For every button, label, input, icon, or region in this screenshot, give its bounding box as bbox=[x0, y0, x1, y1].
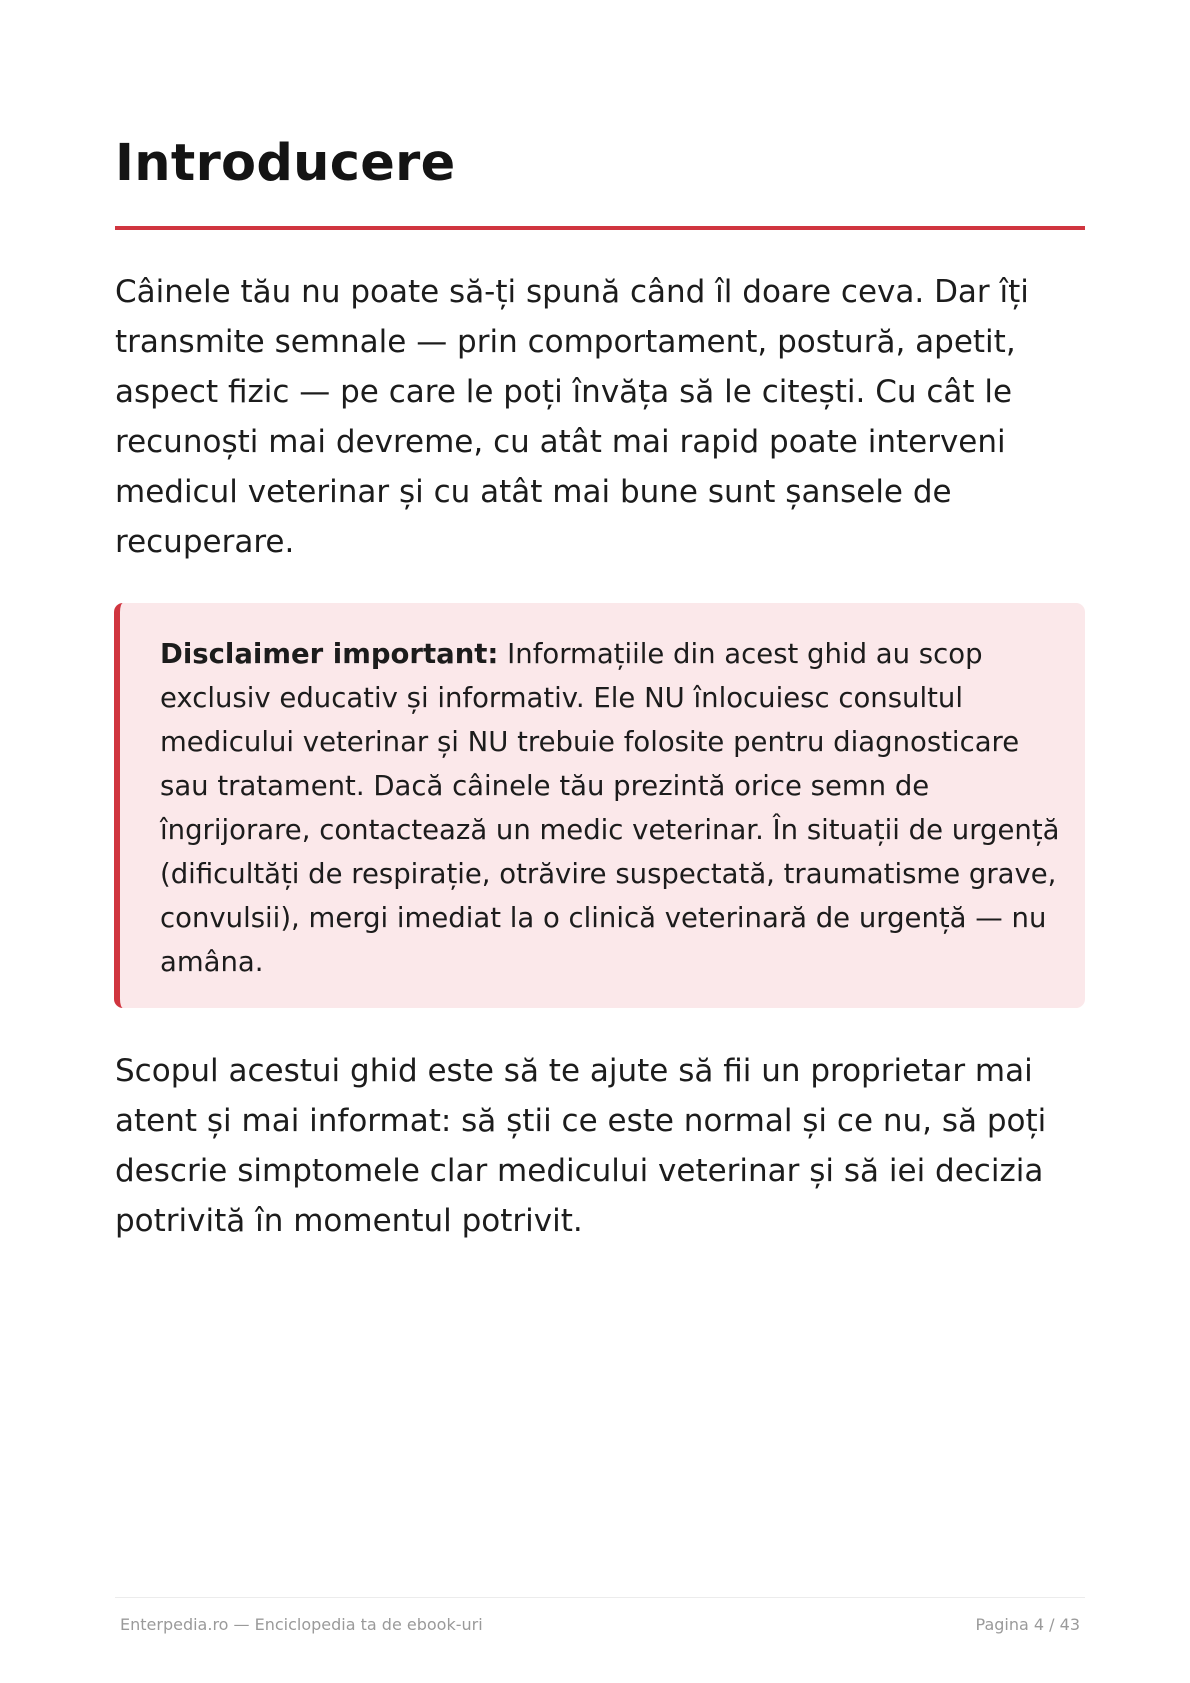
page-number: Pagina 4 / 43 bbox=[975, 1615, 1080, 1634]
disclaimer-label: Disclaimer important: bbox=[160, 638, 499, 670]
disclaimer-text-block bbox=[160, 632, 1065, 984]
footer-divider bbox=[115, 1597, 1085, 1598]
footer-source: Enterpedia.ro — Enciclopedia ta de ebook-uri bbox=[120, 1615, 483, 1634]
closing-paragraph: Scopul acestui ghid este să te ajute să fii un proprietar mai atent și mai informat: să știi ce este normal și ce nu, să poți descrie simptomele clar medicului veterinar și să iei decizia potrivită în momentul potrivit. bbox=[115, 1053, 1047, 1239]
intro-paragraph: Câinele tău nu poate să-ți spună când îl doare ceva. Dar îți transmite semnale — prin comportament, postură, apetit, aspect fizic — pe care le poți învăța să le citești. Cu cât le recunoști mai devreme, cu atât mai rapid poate interveni medicul veterinar și cu atât mai bune sunt șansele de recuperare. bbox=[115, 274, 1029, 560]
document-page bbox=[115, 0, 1085, 1683]
title-divider bbox=[115, 226, 1085, 230]
disclaimer-callout bbox=[114, 603, 1085, 1008]
disclaimer-body: Informațiile din acest ghid au scop exclusiv educativ și informativ. Ele NU înlocuiesc consultul medicului veterinar și NU trebuie folosite pentru diagnosticare sau tratament. Dacă câinele tău prezintă orice semn de îngrijorare, contactează un medic veterinar. În situații de urgență (dificultăți de respirație, otrăvire suspectată, traumatisme grave, convulsii), mergi imediat la o clinică veterinară de urgență — nu amâna. bbox=[160, 638, 1060, 978]
page-title: Introducere bbox=[115, 134, 456, 193]
